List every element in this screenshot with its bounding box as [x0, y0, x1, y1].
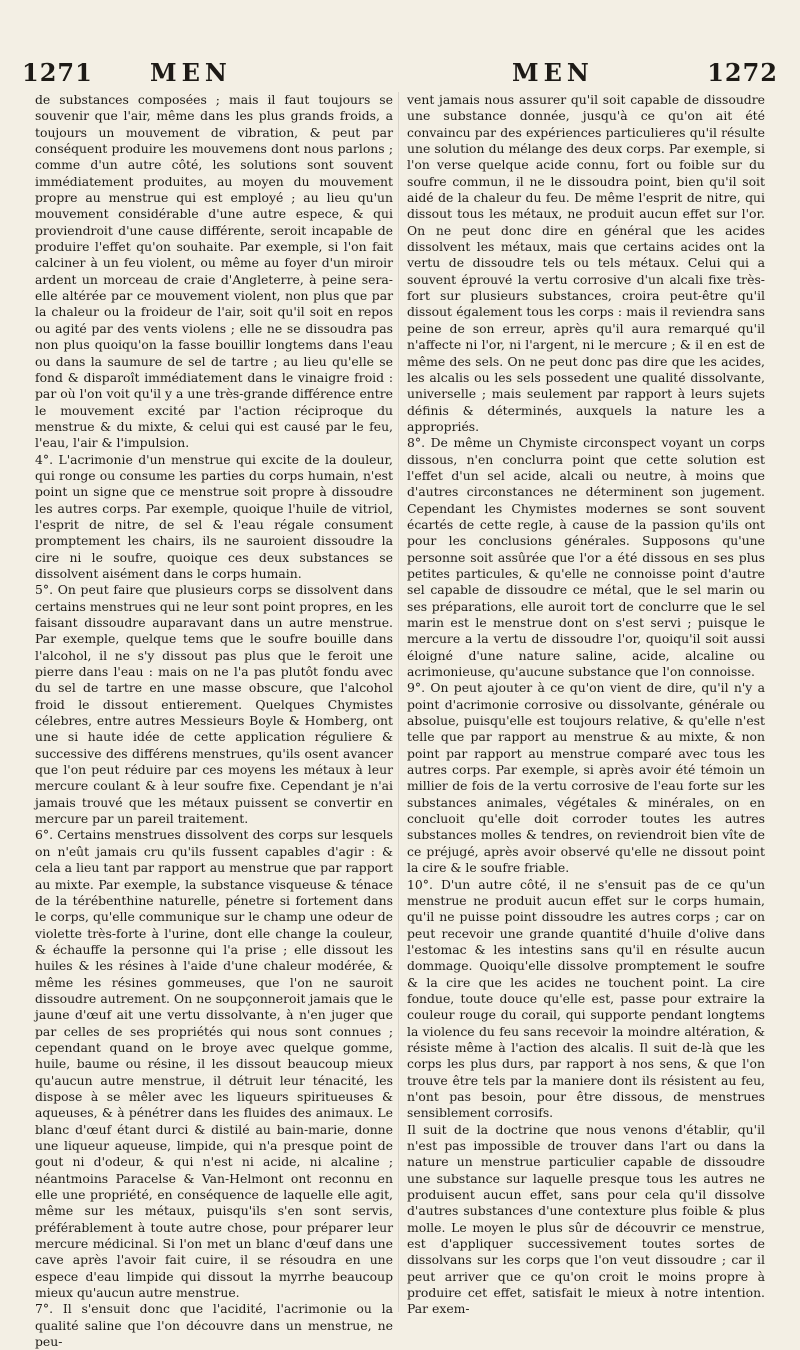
paragraph-9: 9°. On peut ajouter à ce qu'on vient de dire, qu'il n'y a point d'acrimonie corrosive ou dissolvante, générale ou absolue, puisqu'elle est toujours relative, & qu'elle n'est telle que par rapport au menstrue & au mixte, & non point par rapport au menstrue comparé avec tous les autres corps. Par exemple, si après avoir été témoin un millier de fois de la vertu corrosive de l'eau forte sur les substances animales, végétales & minérales, on en concluoit qu'elle doit corroder toutes les autres substances molles & tendres, on reviendroit bien vîte de ce préjugé, après avoir observé qu'elle ne dissout point la cire & le soufre friable.: [407, 680, 765, 876]
paragraph-6: 6°. Certains menstrues dissolvent des corps sur lesquels on n'eût jamais cru qu'ils fussent capables d'agir : & cela a lieu tant par rapport au menstrue que par rapport au mixte. Par exemple, la substance visqueuse & ténace de la térébenthine naturelle, pénetre si fortement dans le corps, qu'elle communique sur le champ une odeur de violette très-forte à l'urine, dont elle change la couleur, & échauffe la personne qui l'a prise ; elle dissout les huiles & les résines à l'aide d'une chaleur modérée, & même les résines gommeuses, que l'on ne sauroit dissoudre autrement. On ne soupçonneroit jamais que le jaune d'œuf ait une vertu dissolvante, à n'en juger que par celles de ses propriétés qui nous sont connues ; cependant quand on le broye avec quelque gomme, huile, baume ou résine, il les dissout beaucoup mieux qu'aucun autre menstrue, il détruit leur ténacité, les dispose à se mêler avec les liqueurs spiritueuses & aqueuses, & à pénétrer dans les fluides des animaux. Le blanc d'œuf étant durci & distilé au bain-marie, donne une liqueur aqueuse, limpide, qui n'a presque point de gout ni d'odeur, & qui n'est ni acide, ni alcaline ; néantmoins Paracelse & Van-Helmont ont reconnu en elle une propriété, en conséquence de laquelle elle agit, même sur les métaux, puisqu'ils s'en sont servis, préférablement à toute autre chose, pour préparer leur mercure médicinal. Si l'on met un blanc d'œuf dans une cave après l'avoir fait cuire, il se résoudra en une espece d'eau limpide qui dissout la myrrhe beaucoup mieux qu'aucun autre menstrue.: [35, 827, 393, 1301]
running-header: [22, 58, 778, 90]
column-divider: [398, 92, 399, 1312]
page-number-right: 1272: [707, 58, 778, 87]
paragraph-8: 8°. De même un Chymiste circonspect voyant un corps dissous, n'en conclurra point que cette solution est l'effet d'un sel acide, alcali ou neutre, à moins que d'autres circonstances ne déterminent son jugement. Cependant les Chymistes modernes se sont souvent écartés de cette regle, à cause de la passion qu'ils ont pour les conclusions générales. Supposons qu'une personne soit assûrée que l'or a été dissous en ses plus petites particules, & qu'elle ne connoisse point d'autre sel capable de dissoudre ce métal, que le sel marin ou ses préparations, elle auroit tort de conclurre que le sel marin est le menstrue dont on s'est servi ; puisque le mercure a la vertu de dissoudre l'or, quoiqu'il soit aussi éloigné d'une nature saline, acide, alcaline ou acrimonieuse, qu'aucune substance que l'on connoisse.: [407, 435, 765, 680]
paragraph-4: 4°. L'acrimonie d'un menstrue qui excite de la douleur, qui ronge ou consume les parties du corps humain, n'est point un signe que ce menstrue soit propre à dissoudre les autres corps. Par exemple, quoique l'huile de vitriol, l'esprit de nitre, de sel & l'eau régale consument promptement les chairs, ils ne sauroient dissoudre la cire ni le soufre, quoique ces deux substances se dissolvent aisément dans le corps humain.: [35, 451, 393, 581]
paragraph-7: 7°. Il s'ensuit donc que l'acidité, l'acrimonie ou la qualité saline que l'on découvre dans un menstrue, ne peu-: [35, 1301, 393, 1350]
paragraph-conclusion: Il suit de la doctrine que nous venons d'établir, qu'il n'est pas impossible de trouver dans l'art ou dans la nature un menstrue particulier capable de dissoudre une substance sur laquelle presque tous les autres ne produisent aucun effet, sans pour cela qu'il dissolve d'autres substances d'une contexture plus foible & plus molle. Le moyen le plus sûr de découvrir ce menstrue, est d'appliquer successivement toutes sortes de dissolvans sur les corps que l'on veut dissoudre ; car il peut arriver que ce qu'on croit le moins propre à produire cet effet, satisfait le mieux à notre intention. Par exem-: [407, 1121, 765, 1317]
running-head-left: MEN: [150, 58, 232, 87]
paragraph-continuation: de substances composées ; mais il faut toujours se souvenir que l'air, même dans les plus grands froids, a toujours un mouvement de vibration, & peut par conséquent produire les mouvemens dont nous parlons ; comme d'un autre côté, les solutions sont souvent immédiatement produites, au moyen du mouvement propre au menstrue qui est employé ; au lieu qu'un mouvement considérable d'une autre espece, & qui proviendroit d'une cause différente, seroit incapable de produire l'effet qu'on souhaite. Par exemple, si l'on fait calciner à un feu violent, ou même au foyer d'un miroir ardent un morceau de craie d'Angleterre, à peine sera-elle altérée par ce mouvement violent, non plus que par la chaleur ou la froideur de l'air, soit qu'il soit en repos ou agité par des vents violens ; elle ne se dissoudra pas non plus quoiqu'on la fasse bouillir longtems dans l'eau ou dans la saumure de sel de tartre ; au lieu qu'elle se fond & disparoît immédiatement dans le vinaigre froid : par où l'on voit qu'il y a une très-grande différence entre le mouvement excité par l'action réciproque du menstrue & du mixte, & celui qui est causé par le feu, l'eau, l'air & l'impulsion.: [35, 92, 393, 451]
paragraph-10: 10°. D'un autre côté, il ne s'ensuit pas de ce qu'un menstrue ne produit aucun effet sur le corps humain, qu'il ne puisse point dissoudre les autres corps ; car on peut recevoir une grande quantité d'huile d'olive dans l'estomac & les intestins sans qu'il en résulte aucun dommage. Quoiqu'elle dissolve promptement le soufre & la cire que les acides ne touchent point. La cire fondue, toute douce qu'elle est, passe pour extraire la couleur rouge du corail, qui supporte pendant longtems la violence du feu sans recevoir la moindre altération, & résiste même à l'action des alcalis. Il suit de-là que les corps les plus durs, par rapport à nos sens, & que l'on trouve être tels par la maniere dont ils résistent au feu, n'ont pas besoin, pour être dissous, de menstrues sensiblement corrosifs.: [407, 876, 765, 1121]
paragraph-7-continued: vent jamais nous assurer qu'il soit capable de dissoudre une substance donnée, jusqu'à ce qu'on ait été convaincu par des expériences particulieres qu'il résulte une solution du mélange des deux corps. Par exemple, si l'on verse quelque acide connu, fort ou foible sur du soufre commun, il ne le dissoudra point, bien qu'il soit aidé de la chaleur du feu. De même l'esprit de nitre, qui dissout tous les métaux, ne produit aucun effet sur l'or. On ne peut donc dire en général que les acides dissolvent les métaux, mais que certains acides ont la vertu de dissoudre tels ou tels métaux. Celui qui a souvent éprouvé la vertu corrosive d'un alcali fixe très-fort sur plusieurs substances, croira peut-être qu'il dissout également tous les corps : mais il reviendra sans peine de son erreur, après qu'il aura remarqué qu'il n'affecte ni l'or, ni l'argent, ni le mercure ; & il en est de même des sels. On ne peut donc pas dire que les acides, les alcalis ou les sels possedent une qualité dissolvante, universelle ; mais seulement par rapport à leurs sujets définis & déterminés, auxquels la nature les a appropriés.: [407, 92, 765, 434]
page-number-left: 1271: [22, 58, 93, 87]
paragraph-5: 5°. On peut faire que plusieurs corps se dissolvent dans certains menstrues qui ne leur sont point propres, en les faisant dissoudre auparavant dans un autre menstrue. Par exemple, quelque tems que le soufre bouille dans l'alcohol, il ne s'y dissout pas plus que le feroit une pierre dans l'eau : mais on ne l'a pas plutôt fondu avec du sel de tartre en une masse obscure, que l'alcohol froid le dissout entierement. Quelques Chymistes célebres, entre autres Messieurs Boyle & Homberg, ont une si haute idée de cette application réguliere & successive des différens menstrues, qu'ils osent avancer que l'on peut réduire par ces moyens les métaux à leur mercure coulant & à leur soufre fixe. Cependant je n'ai jamais trouvé que les métaux puissent se convertir en mercure par un pareil traitement.: [35, 582, 393, 827]
running-head-right: MEN: [512, 58, 594, 87]
right-column: [407, 92, 765, 1318]
left-column: [35, 92, 393, 1350]
